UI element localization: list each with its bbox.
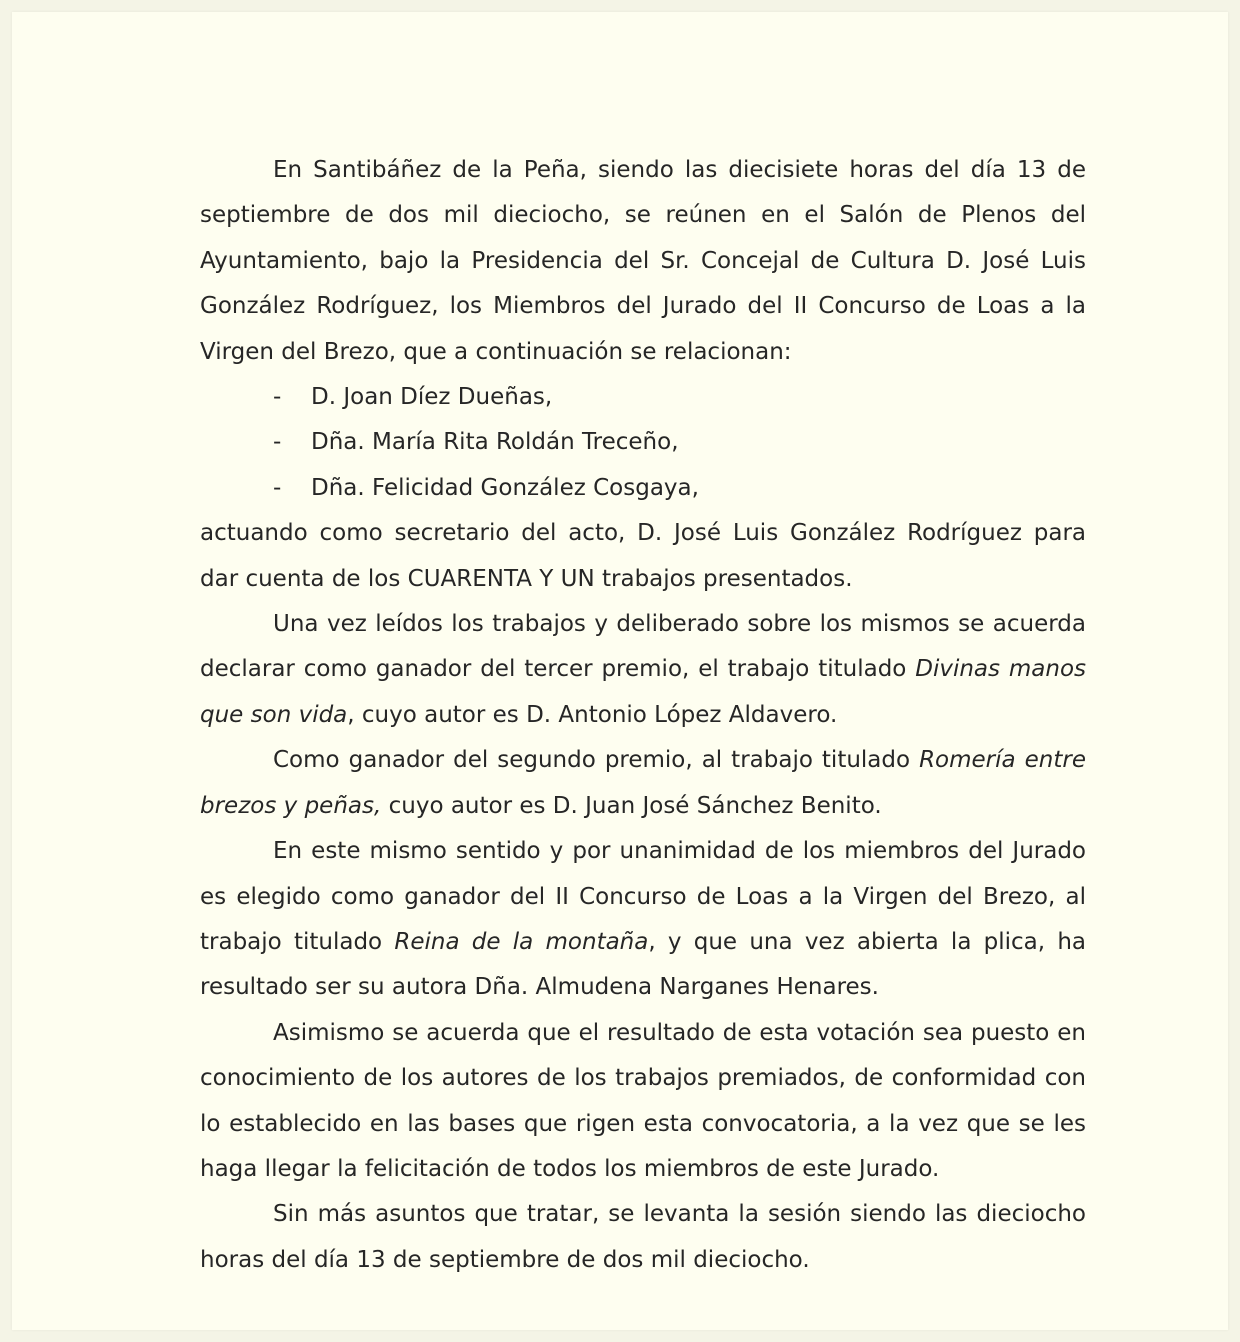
third-prize-author: , cuyo autor es D. Antonio López Aldavero. xyxy=(347,701,838,728)
document-page xyxy=(12,12,1228,1330)
jury-members-list xyxy=(200,375,1086,511)
jury-member-name: D. Joan Díez Dueñas, xyxy=(311,384,553,411)
first-prize-text: En este mismo sentido y por unanimidad de los miembros del Jurado es elegido como ganador del II Concurso de Loas a la Virgen del Brezo, al trabajo titulado xyxy=(200,838,1086,955)
list-item xyxy=(200,375,1086,420)
jury-member-name: Dña. Felicidad González Cosgaya, xyxy=(311,474,699,501)
third-prize-paragraph xyxy=(200,602,1086,738)
third-prize-title: Divinas manos que son vida xyxy=(200,656,1086,728)
second-prize-author: cuyo autor es D. Juan José Sánchez Benito. xyxy=(381,792,882,819)
secretary-paragraph: actuando como secretario del acto, D. José Luis González Rodríguez para dar cuenta de los CUARENTA Y UN trabajos presentados. xyxy=(200,520,1086,592)
second-prize-text: Como ganador del segundo premio, al trabajo titulado xyxy=(273,747,920,774)
closing-paragraph: Sin más asuntos que tratar, se levanta la sesión siendo las dieciocho horas del día 13 de septiembre de dos mil dieciocho. xyxy=(200,1201,1086,1273)
list-dash: - xyxy=(273,384,282,411)
second-prize-paragraph xyxy=(200,738,1086,829)
first-prize-author: , y que una vez abierta la plica, ha resultado ser su autora Dña. Almudena Narganes Henares. xyxy=(200,928,1086,1001)
list-dash: - xyxy=(273,474,282,501)
notification-paragraph: Asimismo se acuerda que el resultado de esta votación sea puesto en conocimiento de los autores de los trabajos premiados, de conformidad con lo establecido en las bases que rigen esta convocatoria, a la vez que se les haga llegar la felicitación de todos los miembros de este Jurado. xyxy=(200,1019,1086,1182)
first-prize-paragraph xyxy=(200,829,1086,1011)
first-prize-title: Reina de la montaña xyxy=(394,928,649,955)
jury-member-name: Dña. María Rita Roldán Treceño, xyxy=(311,429,679,456)
list-item xyxy=(200,466,1086,511)
list-dash: - xyxy=(273,429,282,456)
second-prize-title: Romería entre brezos y peñas, xyxy=(200,747,1086,819)
third-prize-text: Una vez leídos los trabajos y deliberado sobre los mismos se acuerda declarar como ganador del tercer premio, el trabajo titulado xyxy=(200,611,1086,683)
list-item xyxy=(200,420,1086,465)
opening-paragraph: En Santibáñez de la Peña, siendo las diecisiete horas del día 13 de septiembre de dos mil dieciocho, se reúnen en el Salón de Plenos del Ayuntamiento, bajo la Presidencia del Sr. Concejal de Cultura D. José Luis González Rodríguez, los Miembros del Jurado del II Concurso de Loas a la Virgen del Brezo, que a continuación se relacionan: xyxy=(200,157,1086,365)
document-body xyxy=(200,148,1086,1283)
